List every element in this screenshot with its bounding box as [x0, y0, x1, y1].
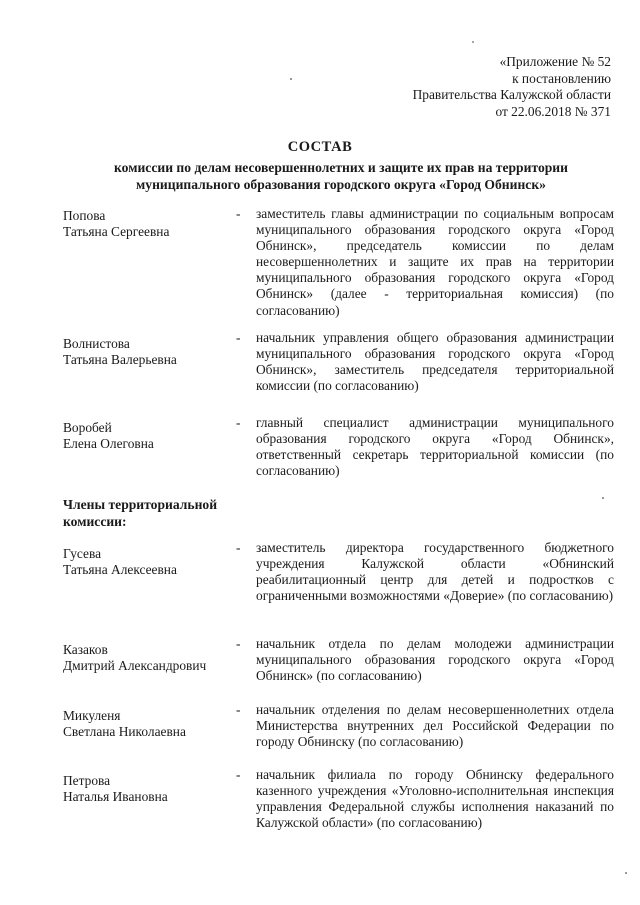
- document-title: СОСТАВ: [287, 139, 353, 155]
- member-name: [63, 708, 233, 740]
- annex-header: [413, 54, 611, 120]
- member-role: начальник отделения по делам несовершеннолетних отдела Министерства внутренних дел Российской Федерации по городу Обнинску (по согласованию): [256, 702, 614, 750]
- member-surname: Волнистова: [63, 336, 130, 351]
- member-surname: Попова: [63, 208, 106, 223]
- member-name: [63, 773, 233, 805]
- annex-line-2: к постановлению: [512, 70, 611, 86]
- member-given-names: Татьяна Алексеевна: [63, 562, 177, 577]
- member-name: [63, 420, 233, 452]
- scan-speck: [290, 78, 292, 80]
- member-name: [63, 546, 233, 578]
- member-role: начальник управления общего образования администрации муниципального образования городского округа «Город Обнинск», заместитель председателя территориальной комиссии (по согласованию): [256, 330, 614, 394]
- member-name: [63, 642, 233, 674]
- member-role: заместитель директора государственного бюджетного учреждения Калужской области «Обнинский реабилитационный центр для детей и подростков с ограниченными возможностями «Доверие» (по согласованию): [256, 540, 614, 604]
- annex-line-4: от 22.06.2018 № 371: [495, 103, 611, 119]
- dash-separator: -: [236, 330, 241, 345]
- member-surname: Микуленя: [63, 708, 121, 723]
- dash-separator: -: [236, 702, 241, 717]
- dash-separator: -: [236, 415, 241, 430]
- member-surname: Петрова: [63, 773, 111, 788]
- member-surname: Казаков: [63, 642, 108, 657]
- member-surname: Гусева: [63, 546, 102, 561]
- member-role: заместитель главы администрации по социальным вопросам муниципального образования городского округа «Город Обнинск», председатель комиссии по делам несовершеннолетних и защите их прав на территории муниципального образования городского округа «Город Обнинск» (далее - территориальная комиссия) (по согласованию): [256, 206, 614, 318]
- member-given-names: Елена Олеговна: [63, 436, 154, 451]
- member-role: главный специалист администрации муниципального образования городского округа «Город Обнинск», ответственный секретарь территориальной комиссии (по согласованию): [256, 415, 614, 479]
- scan-speck: [602, 497, 604, 499]
- member-role: начальник филиала по городу Обнинску федерального казенного учреждения «Уголовно-исполнительная инспекция управления Федеральной службы исполнения наказаний по Калужской области» (по согласованию): [256, 767, 614, 831]
- member-given-names: Наталья Ивановна: [63, 789, 168, 804]
- document-subtitle: комиссии по делам несовершеннолетних и защите их прав на территории муниципального образования городского округа «Город Обнинск»: [114, 160, 568, 192]
- dash-separator: -: [236, 540, 241, 555]
- dash-separator: -: [236, 636, 241, 651]
- member-given-names: Дмитрий Александрович: [63, 658, 207, 673]
- member-name: [63, 336, 233, 368]
- annex-line-1: «Приложение № 52: [499, 54, 611, 69]
- member-given-names: Светлана Николаевна: [63, 724, 186, 739]
- member-given-names: Татьяна Валерьевна: [63, 352, 177, 367]
- member-given-names: Татьяна Сергеевна: [63, 224, 170, 239]
- member-role: начальник отдела по делам молодежи администрации муниципального образования городского округа «Город Обнинск» (по согласованию): [256, 636, 614, 684]
- member-name: [63, 208, 233, 240]
- dash-separator: -: [236, 206, 241, 221]
- annex-line-3: Правительства Калужской области: [412, 87, 611, 102]
- member-surname: Воробей: [63, 420, 112, 435]
- scan-speck: [472, 41, 474, 43]
- scan-speck: [625, 872, 627, 874]
- dash-separator: -: [236, 767, 241, 782]
- members-heading: Члены территориальной комиссии:: [63, 497, 218, 529]
